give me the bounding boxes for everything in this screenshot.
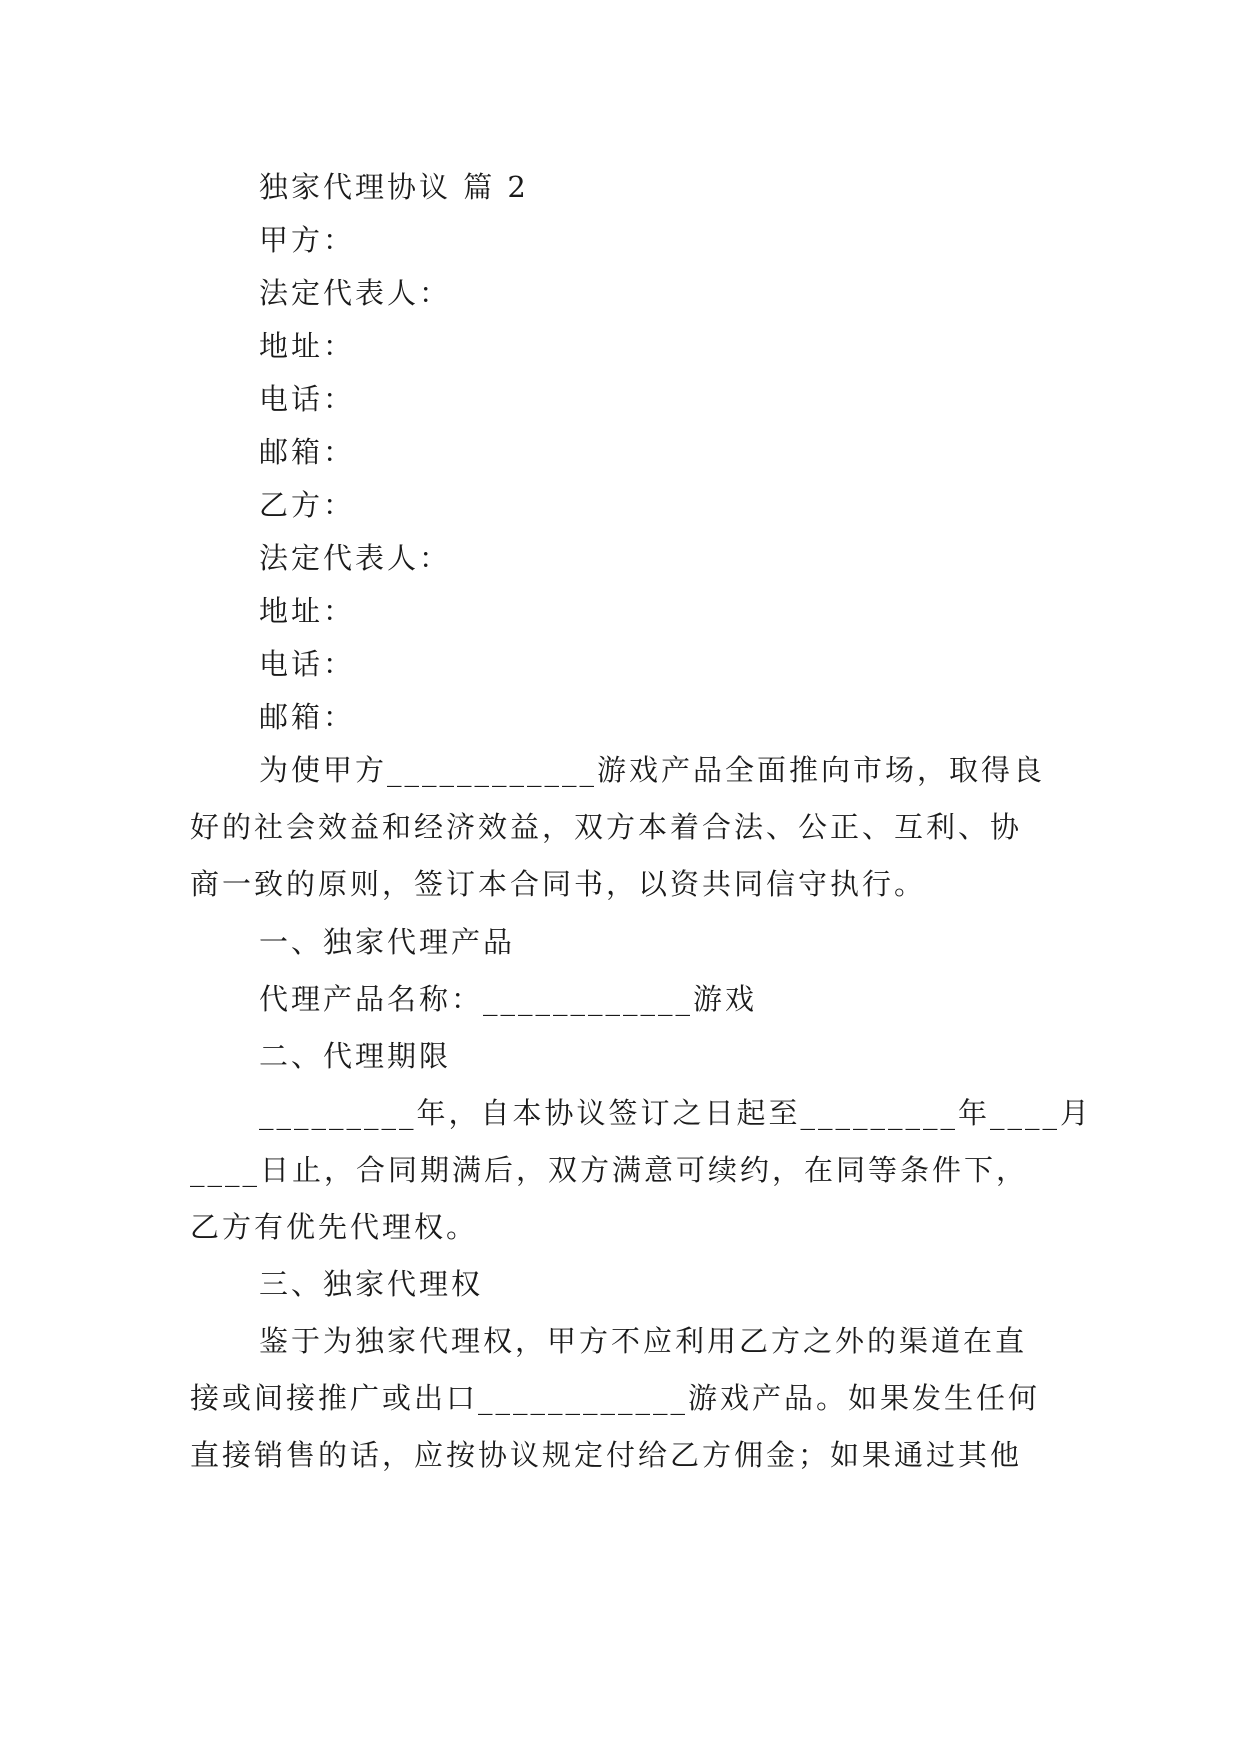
section1-heading: 一、独家代理产品	[259, 925, 516, 959]
section3-line: 鉴于为独家代理权，甲方不应利用乙方之外的渠道在直	[259, 1324, 1028, 1358]
party-b-label: 乙方：	[259, 488, 356, 522]
section3-line: 直接销售的话，应按协议规定付给乙方佣金；如果通过其他	[190, 1438, 1023, 1472]
party-a-label: 甲方：	[259, 223, 356, 257]
preamble-line: 好的社会效益和经济效益，双方本着合法、公正、互利、协	[190, 810, 1023, 844]
party-b-address: 地址：	[259, 594, 356, 628]
party-a-rep: 法定代表人：	[259, 276, 452, 310]
preamble-line: 为使甲方____________游戏产品全面推向市场，取得良	[259, 753, 1046, 787]
party-b-phone: 电话：	[259, 647, 356, 681]
section2-line: ____日止，合同期满后，双方满意可续约，在同等条件下，	[190, 1153, 1029, 1187]
document-title: 独家代理协议 篇 2	[259, 170, 529, 204]
section2-line: 乙方有优先代理权。	[190, 1210, 479, 1244]
party-a-phone: 电话：	[259, 382, 356, 416]
party-b-rep: 法定代表人：	[259, 541, 452, 575]
party-a-email: 邮箱：	[259, 435, 356, 469]
party-b-email: 邮箱：	[259, 700, 356, 734]
section1-product-line: 代理产品名称：____________游戏	[259, 982, 758, 1016]
section3-line: 接或间接推广或出口____________游戏产品。如果发生任何	[190, 1381, 1041, 1415]
preamble-line: 商一致的原则，签订本合同书，以资共同信守执行。	[190, 867, 927, 901]
party-a-address: 地址：	[259, 329, 356, 363]
section2-line: _________年，自本协议签订之日起至_________年____月	[259, 1096, 1093, 1130]
section3-heading: 三、独家代理权	[259, 1267, 484, 1301]
section2-heading: 二、代理期限	[259, 1039, 452, 1073]
